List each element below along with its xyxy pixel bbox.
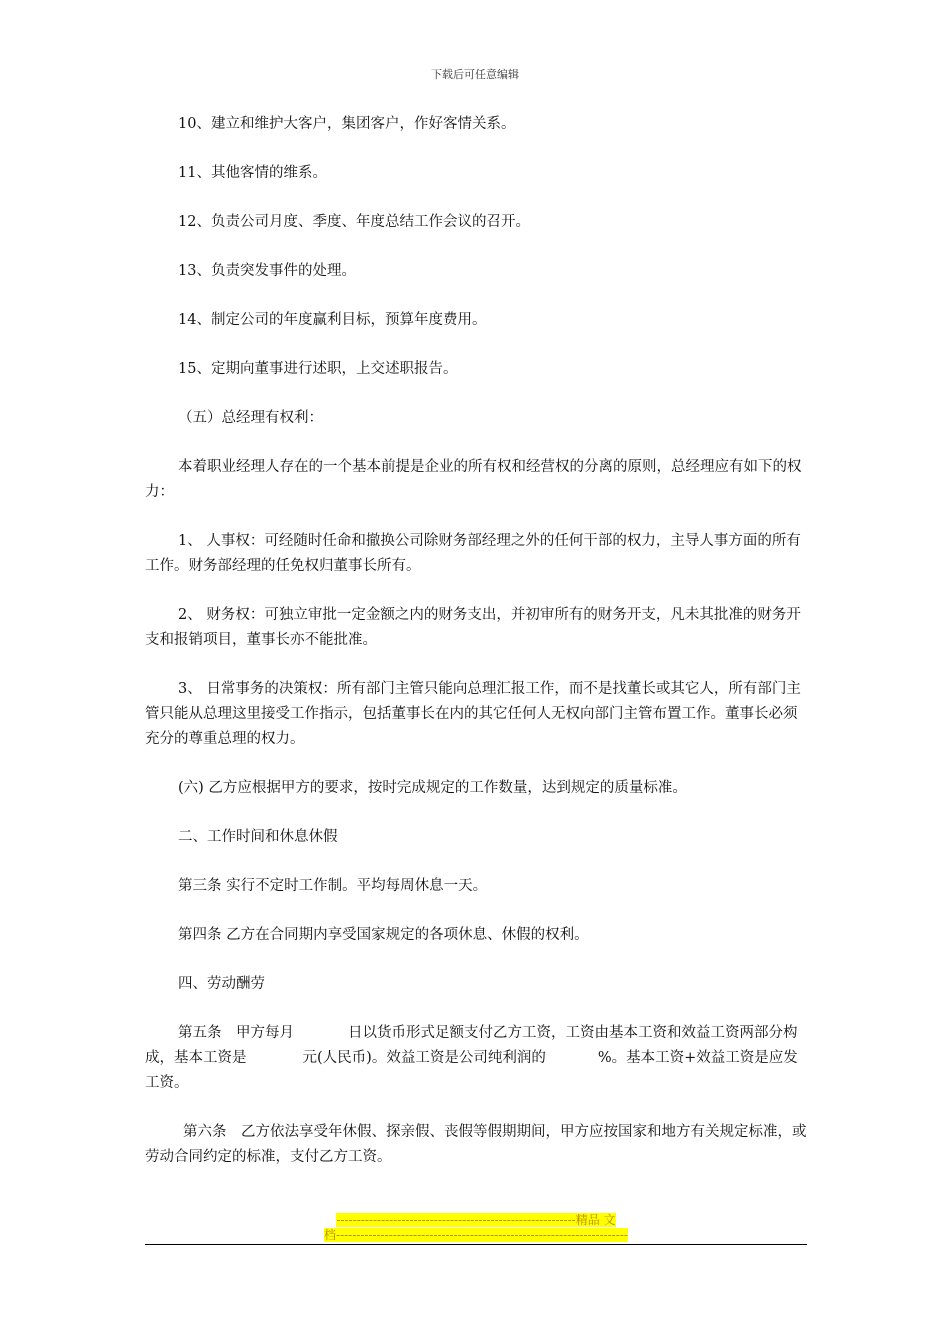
paragraph-personnel-right: 1、 人事权：可经随时任命和撤换公司除财务部经理之外的任何干部的权力，主导人事方面的所有工作。财务部经理的任免权归董事长所有。: [145, 533, 801, 574]
paragraph-item-14: 14、制定公司的年度赢利目标，预算年度费用。: [178, 312, 487, 328]
paragraph-item-10: 10、建立和维护大客户，集团客户，作好客情关系。: [178, 116, 516, 132]
paragraph-article-4: 第四条 乙方在合同期内享受国家规定的各项休息、休假的权利。: [178, 927, 589, 943]
paragraph-decision-right: 3、 日常事务的决策权：所有部门主管只能向总理汇报工作，而不是找董长或其它人，所有部门主管只能从总理这里接受工作指示，包括董事长在内的其它任何人无权向部门主管布置工作。董事长必须充分的尊重总理的权力。: [145, 681, 801, 747]
paragraph-article-6: 第六条 乙方依法享受年休假、探亲假、丧假等假期期间，甲方应按国家和地方有关规定标准，或劳动合同约定的标准，支付乙方工资。: [145, 1124, 807, 1165]
article-5-part-d: %。基本工资+效益工资是应发工资。: [145, 1050, 798, 1091]
article-5-part-b: 日以货币形式足额支付乙方工资，工资由基本工资和效益工资两部分构成，基本工资是: [145, 1025, 798, 1066]
section-heading-rights: （五）总经理有权利：: [178, 410, 323, 426]
article-5-part-c: 元(人民币)。效益工资是公司纯利润的: [302, 1050, 546, 1066]
paragraph-finance-right: 2、 财务权：可独立审批一定金额之内的财务支出，并初审所有的财务开支，凡未其批准的财务开支和报销项目，董事长亦不能批准。: [145, 607, 801, 648]
paragraph-item-15: 15、定期向董事进行述职，上交述职报告。: [178, 361, 458, 377]
paragraph-item-11: 11、其他客情的维系。: [178, 165, 327, 181]
footer-line-1: -----------------------------------------------------------精品 文: [336, 1213, 616, 1227]
paragraph-rights-intro: 本着职业经理人存在的一个基本前提是企业的所有权和经营权的分离的原则，总经理应有如下的权力：: [145, 459, 802, 500]
footer-divider: [145, 1244, 807, 1245]
paragraph-article-5: [145, 1021, 807, 1096]
article-5-part-a: 第五条 甲方每月: [178, 1025, 294, 1041]
paragraph-item-13: 13、负责突发事件的处理。: [178, 263, 356, 279]
paragraph-article-3: 第三条 实行不定时工作制。平均每周休息一天。: [178, 878, 488, 894]
page-header: 下载后可任意编辑: [431, 68, 519, 81]
paragraph-item-12: 12、负责公司月度、季度、年度总结工作会议的召开。: [178, 214, 530, 230]
document-body: [145, 112, 807, 1194]
section-heading-work-time: 二、工作时间和休息休假: [178, 829, 338, 845]
section-heading-pay: 四、劳动酬劳: [178, 976, 265, 992]
footer-line-2: 档------------------------------------------------------------------------: [324, 1228, 628, 1242]
paragraph-item-six: (六) 乙方应根据甲方的要求，按时完成规定的工作数量，达到规定的质量标准。: [178, 780, 687, 796]
